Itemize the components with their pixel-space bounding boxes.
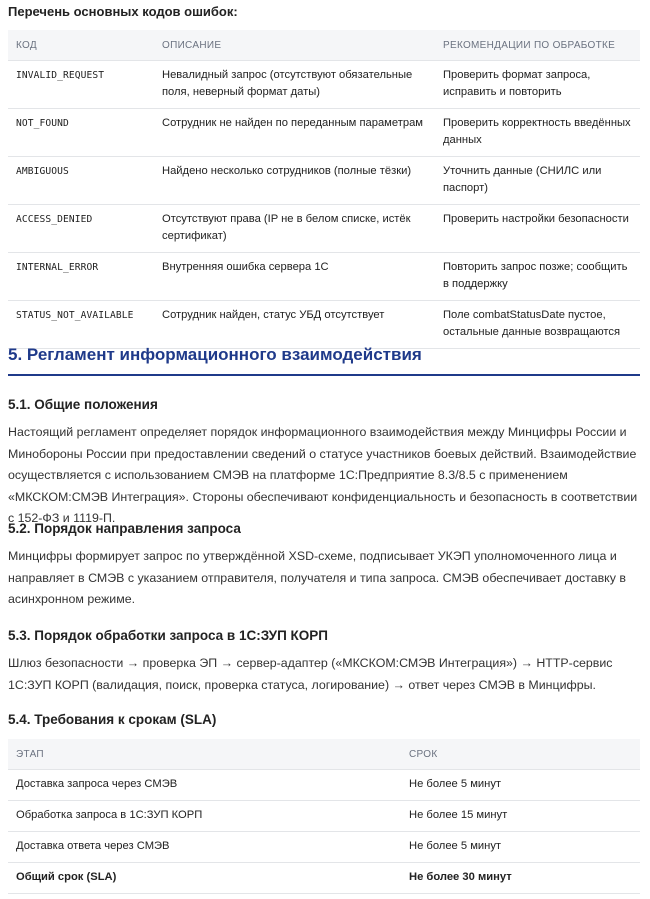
error-code-cell: ACCESS_DENIED bbox=[8, 205, 154, 253]
table-row bbox=[8, 832, 640, 863]
table-header-row bbox=[8, 739, 640, 770]
error-recommendation-cell: Уточнить данные (СНИЛС или паспорт) bbox=[435, 157, 640, 205]
sla-term-cell: Не более 15 минут bbox=[401, 801, 640, 832]
error-codes-block bbox=[8, 0, 640, 349]
error-code-cell: AMBIGUOUS bbox=[8, 157, 154, 205]
sla-stage-cell: Обработка запроса в 1С:ЗУП КОРП bbox=[8, 801, 401, 832]
error-code-cell: STATUS_NOT_AVAILABLE bbox=[8, 301, 154, 349]
error-description-cell: Отсутствуют права (IP не в белом списке, истёк сертификат) bbox=[154, 205, 435, 253]
subsection-title: 5.2. Порядок направления запроса bbox=[8, 521, 241, 536]
error-code-cell: INVALID_REQUEST bbox=[8, 61, 154, 109]
sla-total-term-cell: Не более 30 минут bbox=[401, 863, 640, 894]
table-row bbox=[8, 205, 640, 253]
sla-table bbox=[8, 739, 640, 894]
column-header-recommendation: РЕКОМЕНДАЦИИ ПО ОБРАБОТКЕ bbox=[435, 30, 640, 61]
subsection-title: 5.1. Общие положения bbox=[8, 397, 158, 412]
error-code-cell: INTERNAL_ERROR bbox=[8, 253, 154, 301]
subsection-title: 5.4. Требования к срокам (SLA) bbox=[8, 712, 217, 727]
subsection-processing bbox=[8, 627, 640, 696]
sla-total-row bbox=[8, 863, 640, 894]
error-code-cell: NOT_FOUND bbox=[8, 109, 154, 157]
error-recommendation-cell: Проверить настройки безопасности bbox=[435, 205, 640, 253]
error-codes-title: Перечень основных кодов ошибок: bbox=[8, 4, 238, 19]
column-header-stage: ЭТАП bbox=[8, 739, 401, 770]
error-description-cell: Невалидный запрос (отсутствуют обязательные поля, неверный формат даты) bbox=[154, 61, 435, 109]
subsection-sla bbox=[8, 711, 640, 894]
table-row bbox=[8, 301, 640, 349]
table-row bbox=[8, 770, 640, 801]
sla-total-stage-cell: Общий срок (SLA) bbox=[8, 863, 401, 894]
subsection-title: 5.3. Порядок обработки запроса в 1С:ЗУП КОРП bbox=[8, 628, 328, 643]
error-recommendation-cell: Проверить корректность введённых данных bbox=[435, 109, 640, 157]
error-recommendation-cell: Повторить запрос позже; сообщить в поддержку bbox=[435, 253, 640, 301]
error-codes-table bbox=[8, 30, 640, 349]
subsection-text: Шлюз безопасности → проверка ЭП → сервер-адаптер («МКСКОМ:СМЭВ Интеграция») → HTTP-сервис 1С:ЗУП КОРП (валидация, поиск, проверка статуса, логирование) → ответ через СМЭВ в Минцифры. bbox=[8, 656, 613, 692]
table-row bbox=[8, 61, 640, 109]
table-row bbox=[8, 157, 640, 205]
table-row bbox=[8, 253, 640, 301]
table-row bbox=[8, 109, 640, 157]
subsection-text: Настоящий регламент определяет порядок информационного взаимодействия между Минцифры России и Минобороны России при предоставлении сведений о статусе участников боевых действий. Взаимодействие осуществляется с использованием СМЭВ на платформе 1С:Предприятие 8.3/8.5 с применением «МКСКОМ:СМЭВ Интеграция». Стороны обеспечивают конфиденциальность и безопасность в соответствии с 152-ФЗ и 1119-П. bbox=[8, 425, 638, 525]
error-recommendation-cell: Поле combatStatusDate пустое, остальные данные возвращаются bbox=[435, 301, 640, 349]
column-header-description: ОПИСАНИЕ bbox=[154, 30, 435, 61]
error-description-cell: Найдено несколько сотрудников (полные тёзки) bbox=[154, 157, 435, 205]
error-description-cell: Сотрудник найден, статус УБД отсутствует bbox=[154, 301, 435, 349]
subsection-request bbox=[8, 520, 640, 611]
sla-stage-cell: Доставка ответа через СМЭВ bbox=[8, 832, 401, 863]
sla-term-cell: Не более 5 минут bbox=[401, 770, 640, 801]
table-row bbox=[8, 801, 640, 832]
table-header-row bbox=[8, 30, 640, 61]
sla-stage-cell: Доставка запроса через СМЭВ bbox=[8, 770, 401, 801]
section-heading: 5. Регламент информационного взаимодействия bbox=[8, 344, 640, 376]
sla-term-cell: Не более 5 минут bbox=[401, 832, 640, 863]
subsection-text: Минцифры формирует запрос по утверждённой XSD-схеме, подписывает УКЭП уполномоченного лица и направляет в СМЭВ с указанием отправителя, получателя и типа запроса. СМЭВ обеспечивает доставку в асинхронном режиме. bbox=[8, 549, 626, 606]
column-header-term: СРОК bbox=[401, 739, 640, 770]
error-description-cell: Сотрудник не найден по переданным параметрам bbox=[154, 109, 435, 157]
column-header-code: КОД bbox=[8, 30, 154, 61]
error-recommendation-cell: Проверить формат запроса, исправить и повторить bbox=[435, 61, 640, 109]
subsection-general bbox=[8, 396, 640, 530]
error-description-cell: Внутренняя ошибка сервера 1С bbox=[154, 253, 435, 301]
